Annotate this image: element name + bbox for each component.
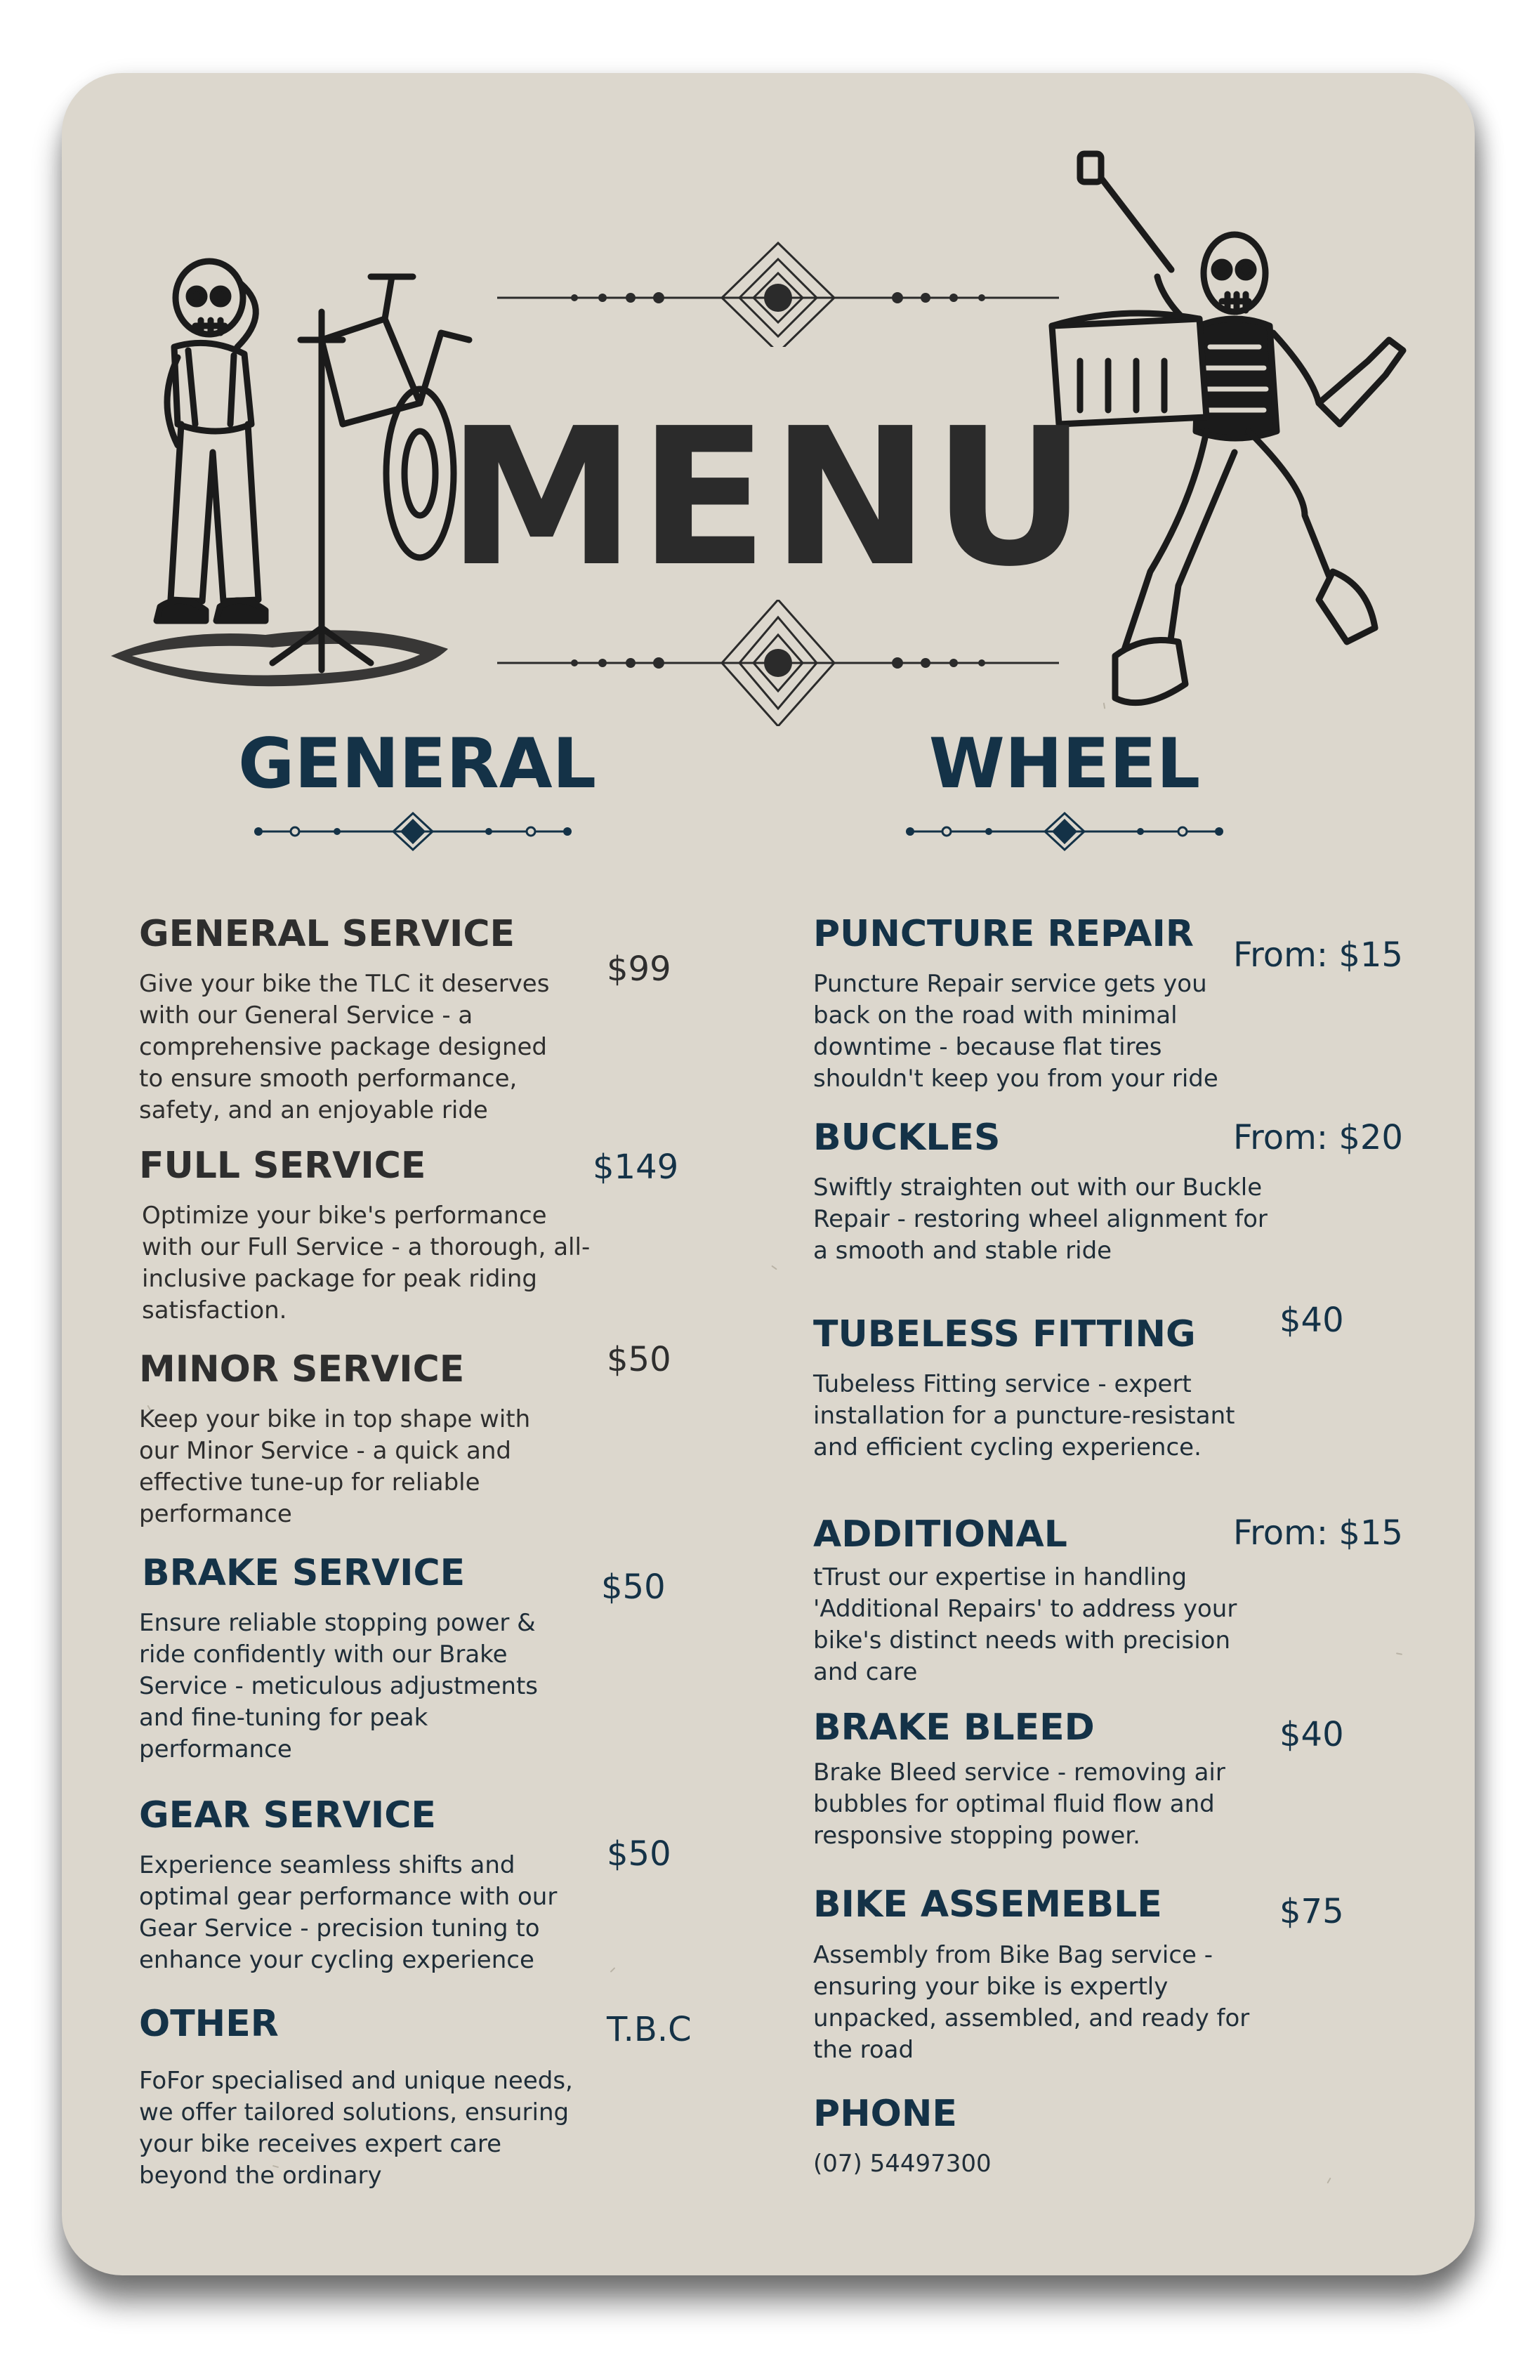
menu-title: MENU bbox=[447, 387, 1090, 608]
item-title: FULL SERVICE bbox=[139, 1145, 426, 1187]
item-description: FoFor specialised and unique needs, we offer tailored solutions, ensuring your bike receives expert care beyond the ordinary bbox=[139, 2067, 573, 2190]
item-price: From: $15 bbox=[1233, 1513, 1403, 1553]
item-price: From: $15 bbox=[1233, 935, 1403, 975]
item-title: TUBELESS FITTING bbox=[813, 1313, 1196, 1355]
wheel-divider bbox=[904, 810, 1225, 853]
item-description: Puncture Repair service gets you back on the road with minimal downtime - because flat tires shouldn't keep you from your ride bbox=[813, 970, 1218, 1093]
item-title: MINOR SERVICE bbox=[139, 1348, 465, 1390]
item-price: From: $20 bbox=[1233, 1118, 1403, 1157]
item-title: GENERAL SERVICE bbox=[139, 913, 515, 955]
item-price: $40 bbox=[1279, 1715, 1344, 1754]
item-price: $50 bbox=[607, 1340, 671, 1379]
item-price: $50 bbox=[601, 1567, 666, 1607]
item-title: BIKE ASSEMEBLE bbox=[813, 1883, 1162, 1926]
item-title: BUCKLES bbox=[813, 1117, 1001, 1159]
item-title: GEAR SERVICE bbox=[139, 1794, 436, 1836]
item-description: Ensure reliable stopping power & ride confidently with our Brake Service - meticulous adjustments and fine-tuning for peak performance bbox=[139, 1609, 539, 1763]
item-description: Assembly from Bike Bag service - ensuring your bike is expertly unpacked, assembled, and ready for the road bbox=[813, 1941, 1250, 2064]
item-title: PUNCTURE REPAIR bbox=[813, 913, 1194, 955]
bottom-ornament bbox=[497, 600, 1059, 726]
item-description: Brake Bleed service - removing air bubbles for optimal fluid flow and responsive stopping power. bbox=[813, 1758, 1225, 1850]
general-divider bbox=[253, 810, 573, 853]
item-description: Keep your bike in top shape with our Minor Service - a quick and effective tune-up for reliable performance bbox=[139, 1405, 531, 1528]
item-description: Swiftly straighten out with our Buckle Repair - restoring wheel alignment for a smooth and stable ride bbox=[813, 1173, 1268, 1265]
item-description: Give your bike the TLC it deserves with our General Service - a comprehensive package designed to ensure smooth performance, safety, and an enjoyable ride bbox=[139, 970, 550, 1124]
item-price: $50 bbox=[607, 1834, 671, 1874]
item-price: $75 bbox=[1279, 1892, 1344, 1931]
item-description: Optimize your bike's performance with our Full Service - a thorough, all-inclusive package for peak riding satisfaction. bbox=[142, 1202, 591, 1324]
item-price: $99 bbox=[607, 949, 671, 989]
item-price: T.B.C bbox=[607, 2010, 692, 2049]
wheel-heading: WHEEL bbox=[928, 724, 1201, 804]
top-ornament bbox=[497, 235, 1059, 347]
item-description: tTrust our expertise in handling 'Additional Repairs' to address your bike's distinct needs with precision and care bbox=[813, 1563, 1237, 1686]
item-price: $149 bbox=[593, 1148, 679, 1187]
item-price: $40 bbox=[1279, 1301, 1344, 1340]
item-title: OTHER bbox=[139, 2003, 279, 2045]
item-description: Tubeless Fitting service - expert installation for a puncture-resistant and efficient cycling experience. bbox=[813, 1370, 1235, 1461]
item-title: BRAKE SERVICE bbox=[142, 1552, 466, 1594]
item-title: ADDITIONAL bbox=[813, 1513, 1067, 1556]
general-heading: GENERAL bbox=[237, 724, 597, 804]
menu-card bbox=[62, 73, 1475, 2275]
item-description: Experience seamless shifts and optimal gear performance with our Gear Service - precision tuning to enhance your cycling experience bbox=[139, 1851, 558, 1974]
phone-number[interactable]: (07) 54497300 bbox=[813, 2150, 992, 2178]
phone-label: PHONE bbox=[813, 2093, 957, 2135]
item-title: BRAKE BLEED bbox=[813, 1707, 1095, 1749]
